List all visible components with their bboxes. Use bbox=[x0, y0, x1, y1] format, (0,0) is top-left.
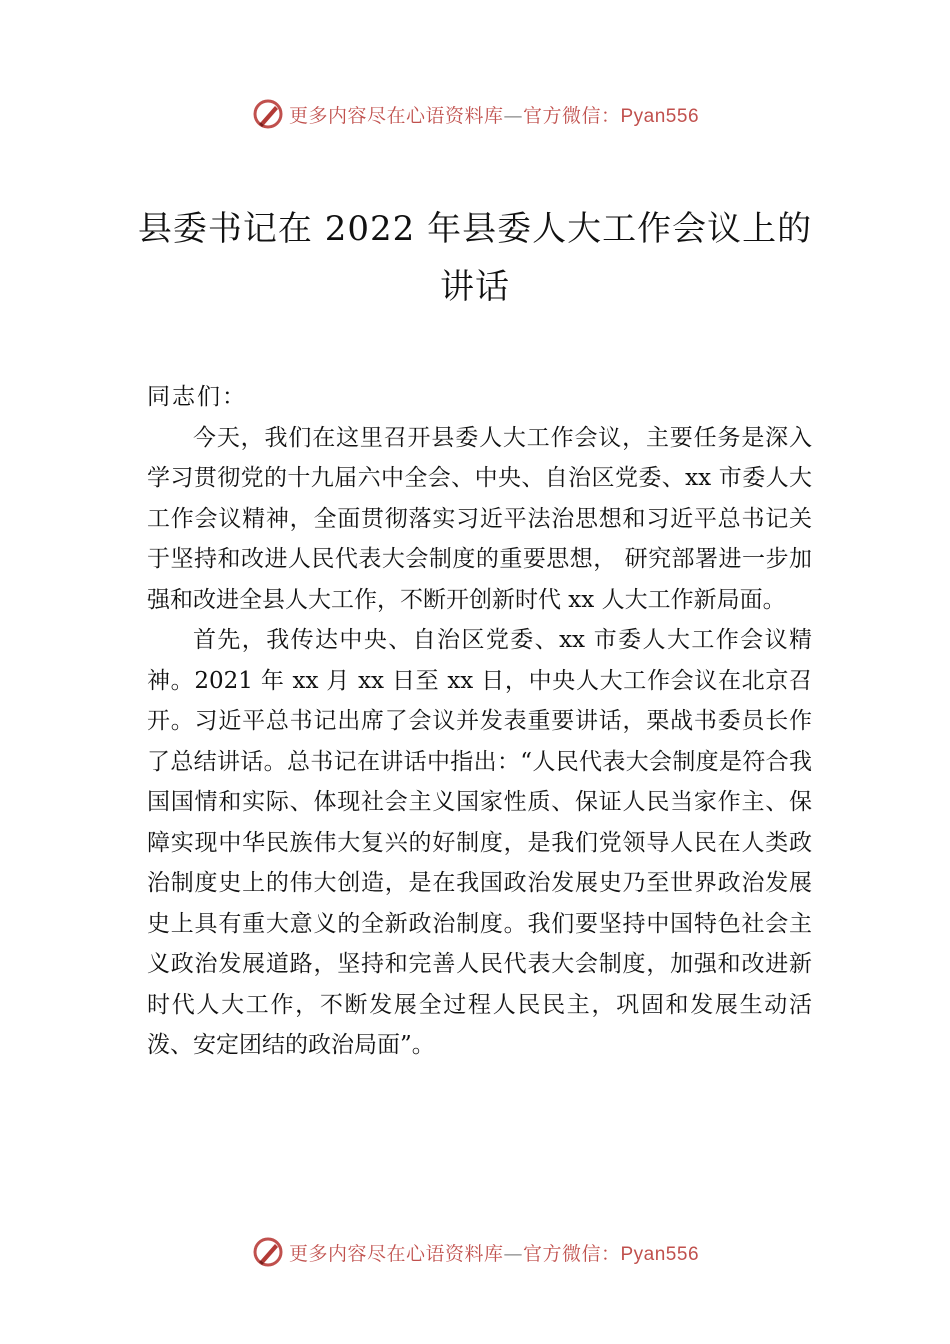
footer-banner bbox=[0, 1232, 950, 1272]
banner-wechat-id: Pyan556 bbox=[620, 105, 700, 127]
banner-slogan: 更多内容尽在心语资料库 bbox=[288, 104, 504, 127]
document-body bbox=[147, 377, 812, 1066]
pen-logo-icon bbox=[251, 1235, 285, 1269]
banner-wechat-id: Pyan556 bbox=[620, 1243, 700, 1265]
banner-separator: — bbox=[503, 104, 523, 127]
title-line-2: 讲话 bbox=[440, 267, 510, 307]
banner-text bbox=[289, 1239, 699, 1266]
title-line-1: 县委书记在 2022 年县委人大工作会议上的 bbox=[137, 209, 813, 249]
banner-slogan: 更多内容尽在心语资料库 bbox=[288, 1242, 504, 1265]
paragraph-1: 今天，我们在这里召开县委人大工作会议，主要任务是深入学习贯彻党的十九届六中全会、中央、自治区党委、xx 市委人大工作会议精神，全面贯彻落实习近平法治思想和习近平总书记关于坚持和改进人民代表大会制度的重要思想， 研究部署进一步加强和改进全县人大工作，不断开创新时代 xx 人大工作新局面。 bbox=[147, 424, 812, 613]
greeting: 同志们： bbox=[147, 384, 247, 410]
pen-logo-icon bbox=[251, 97, 285, 131]
banner-wechat-label: 官方微信： bbox=[522, 104, 621, 127]
document-title bbox=[100, 200, 850, 316]
paragraph-2: 首先，我传达中央、自治区党委、xx 市委人大工作会议精神。2021 年 xx 月 xx 日至 xx 日，中央人大工作会议在北京召开。习近平总书记出席了会议并发表重要讲话，栗战书委员长作了总结讲话。总书记在讲话中指出：“人民代表大会制度是符合我国国情和实际、体现社会主义国家性质、保证人民当家作主、保障实现中华民族伟大复兴的好制度，是我们党领导人民在人类政治制度史上的伟大创造，是在我国政治发展史乃至世界政治发展史上具有重大意义的全新政治制度。我们要坚持中国特色社会主义政治发展道路，坚持和完善人民代表大会制度，加强和改进新时代人大工作，不断发展全过程人民民主，巩固和发展生动活泼、安定团结的政治局面”。 bbox=[147, 627, 812, 1058]
banner-separator: — bbox=[503, 1242, 523, 1265]
banner-wechat-label: 官方微信： bbox=[522, 1242, 621, 1265]
banner-text bbox=[289, 101, 699, 128]
header-banner bbox=[0, 94, 950, 134]
